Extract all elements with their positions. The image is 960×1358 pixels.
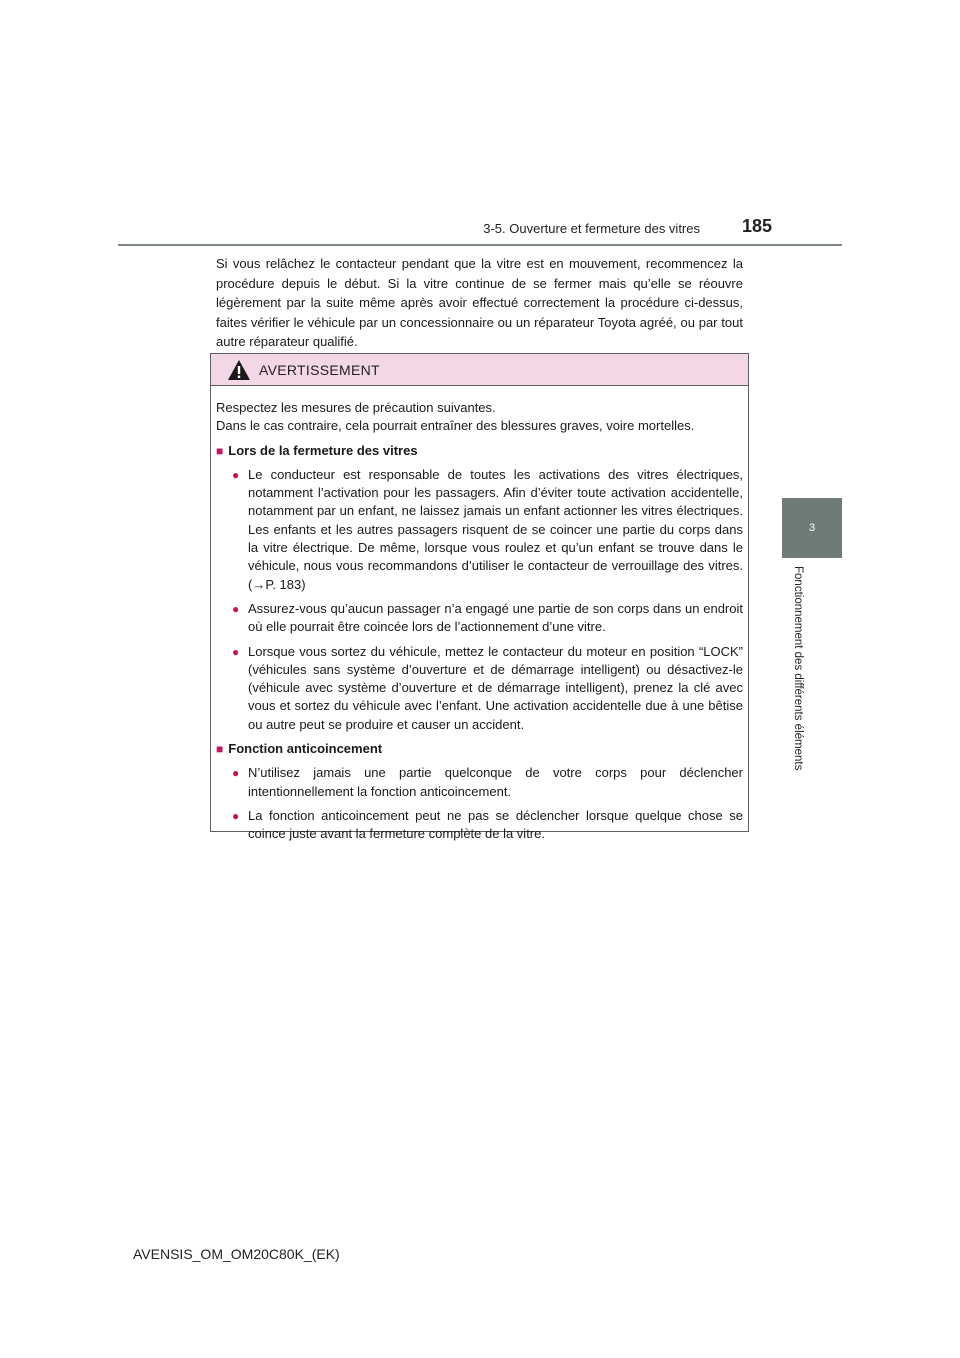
header-rule: [118, 244, 842, 246]
section-heading: [216, 442, 743, 460]
round-bullet-icon: ●: [232, 766, 240, 781]
list-item: [216, 600, 743, 637]
section-heading-text: Fonction anticoincement: [228, 741, 383, 757]
list-item-text: La fonction anticoincement peut ne pas se déclencher lorsque quelque chose se coince juste avant la fermeture complète de la vitre.: [248, 807, 743, 842]
round-bullet-icon: ●: [232, 644, 240, 659]
section-heading-text: Lors de la fermeture des vitres: [228, 442, 418, 458]
chapter-tab: [782, 498, 842, 558]
round-bullet-icon: ●: [232, 808, 240, 823]
warning-triangle-icon: [227, 359, 251, 381]
warning-header: [211, 354, 748, 386]
list-item: [216, 807, 743, 844]
list-item: [216, 764, 743, 801]
warning-lead-2: Dans le cas contraire, cela pourrait entraîner des blessures graves, voire mortelles.: [216, 418, 695, 434]
warning-lead-1: Respectez les mesures de précaution suivantes.: [216, 400, 496, 415]
square-bullet-icon: ■: [216, 443, 224, 458]
list-item-text: Lorsque vous sortez du véhicule, mettez le contacteur du moteur en position “LOCK” (véhicules sans système d’ouverture et de démarrage intelligent) ou désactivez-le (véhicule avec système d’ouverture et de démarrage intelligent), prenez la clé avec vous et sortez du véhicule avec l’enfant. Une activation accidentelle due à une bêtise ou autre peut se produire et causer un accident.: [248, 643, 743, 732]
page-number: 185: [741, 216, 772, 236]
square-bullet-icon: ■: [216, 742, 224, 757]
list-item-text: N’utilisez jamais une partie quelconque de votre corps pour déclencher intentionnellement la fonction anticoincement.: [248, 765, 743, 799]
warning-box: [210, 353, 749, 842]
chapter-label: Fonctionnement des différents éléments: [792, 566, 804, 771]
chapter-number: 3: [808, 522, 816, 534]
warning-title: AVERTISSEMENT: [259, 361, 380, 378]
list-item: [216, 466, 743, 594]
section-heading: [216, 740, 743, 758]
warning-body: [211, 386, 748, 844]
round-bullet-icon: ●: [232, 467, 240, 482]
list-item: [216, 643, 743, 734]
section-title: 3-5. Ouverture et fermeture des vitres: [483, 221, 700, 236]
list-item-text: Assurez-vous qu’aucun passager n’a engagé une partie de son corps dans un endroit où elle pourrait être coincée lors de l’actionnement d’une vitre.: [248, 600, 743, 635]
list-item-text: Le conducteur est responsable de toutes les activations des vitres électriques, notamment l’activation pour les passagers. Afin d’éviter toute activation accidentelle, notamment par un enfant, ne laissez jamais un enfant actionner les vitres électriques. Les enfants et les autres passagers risquent de se coincer une partie du corps dans la vitre électrique. De même, lorsque vous roulez et qu’un enfant se trouve dans le véhicule, nous vous recommandons d’utiliser le contacteur de verrouillage des vitres. (→P. 183): [248, 466, 743, 592]
footer-code: AVENSIS_OM_OM20C80K_(EK): [133, 1246, 340, 1262]
round-bullet-icon: ●: [232, 601, 240, 616]
intro-paragraph: Si vous relâchez le contacteur pendant que la vitre est en mouvement, recommencez la procédure depuis le début. Si la vitre continue de se fermer mais qu’elle se réouvre légèrement par la suite même après avoir effectué correctement la procédure ci-dessus, faites vérifier le véhicule par un concessionnaire ou un réparateur Toyota agréé, ou par tout autre réparateur qualifié.: [216, 256, 743, 349]
